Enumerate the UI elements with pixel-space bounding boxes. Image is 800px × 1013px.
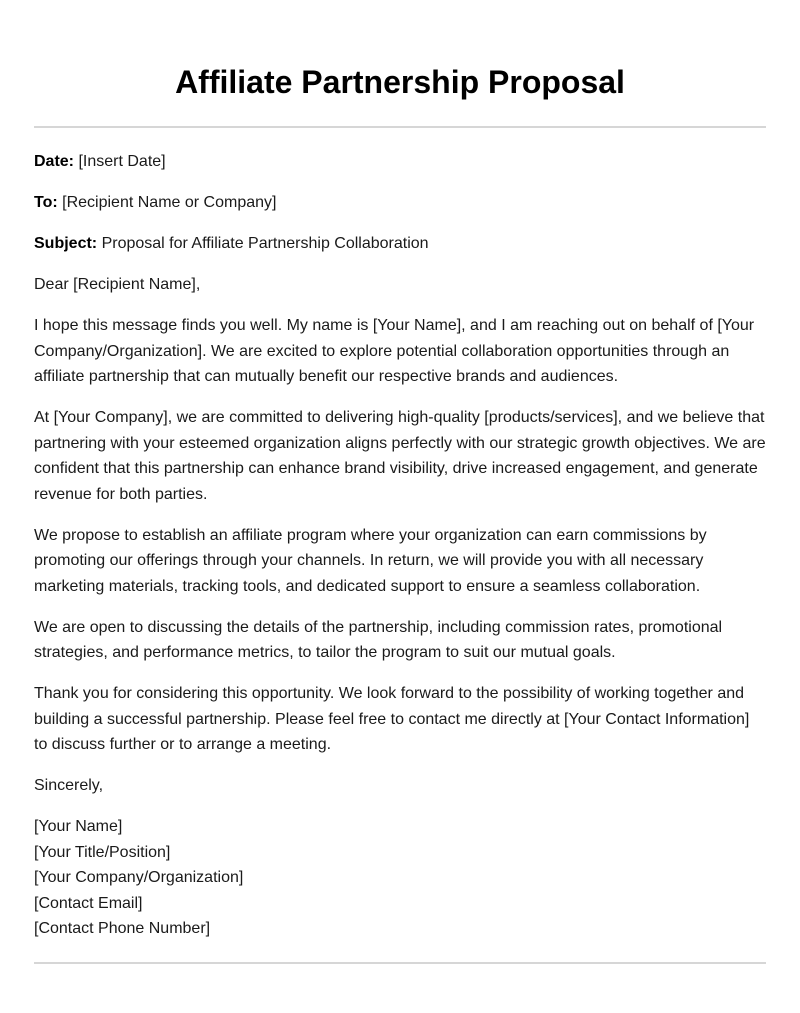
to-value: [Recipient Name or Company] <box>62 194 277 211</box>
letter-body <box>34 149 766 942</box>
top-divider <box>34 126 766 128</box>
signature-phone: [Contact Phone Number] <box>34 920 211 937</box>
signature-block <box>34 814 766 942</box>
paragraph-discussion: We are open to discussing the details of the partnership, including commission rates, promotional strategies, and performance metrics, to tailor the program to suit our mutual goals. <box>34 618 723 661</box>
date-value: [Insert Date] <box>78 153 166 170</box>
signature-title: [Your Title/Position] <box>34 843 171 861</box>
bottom-divider <box>34 962 766 964</box>
subject-line <box>34 231 766 257</box>
signature-email: [Contact Email] <box>34 894 143 912</box>
date-label: Date: <box>34 153 75 170</box>
closing: Sincerely, <box>34 777 104 794</box>
date-line <box>34 149 766 175</box>
paragraph-proposal: We propose to establish an affiliate program where your organization can earn commissions by promoting our offerings through your channels. In return, we will provide you with all necessary marketing materials, tracking tools, and dedicated support to ensure a seamless collaboration. <box>34 526 707 595</box>
subject-label: Subject: <box>34 235 98 252</box>
paragraph-intro: I hope this message finds you well. My name is [Your Name], and I am reaching out on behalf of [Your Company/Organization]. We are excited to explore potential collaboration opportunities through an affiliate partnership that can mutually benefit our respective brands and audiences. <box>34 317 755 385</box>
salutation: Dear [Recipient Name], <box>34 276 201 293</box>
document-title: Affiliate Partnership Proposal <box>175 64 625 100</box>
to-line <box>34 190 766 216</box>
signature-company: [Your Company/Organization] <box>34 869 244 886</box>
to-label: To: <box>34 194 58 211</box>
signature-name: [Your Name] <box>34 818 123 835</box>
paragraph-commitment: At [Your Company], we are committed to delivering high-quality [products/services], and we believe that partnering with your esteemed organization aligns perfectly with our strategic growth objectives. We are confident that this partnership can enhance brand visibility, drive increased engagement, and generate revenue for both parties. <box>34 409 766 503</box>
paragraph-thanks: Thank you for considering this opportunity. We look forward to the possibility of working together and building a successful partnership. Please feel free to contact me directly at [Your Contact Information] to discuss further or to arrange a meeting. <box>34 685 750 753</box>
subject-value: Proposal for Affiliate Partnership Collaboration <box>101 235 429 252</box>
